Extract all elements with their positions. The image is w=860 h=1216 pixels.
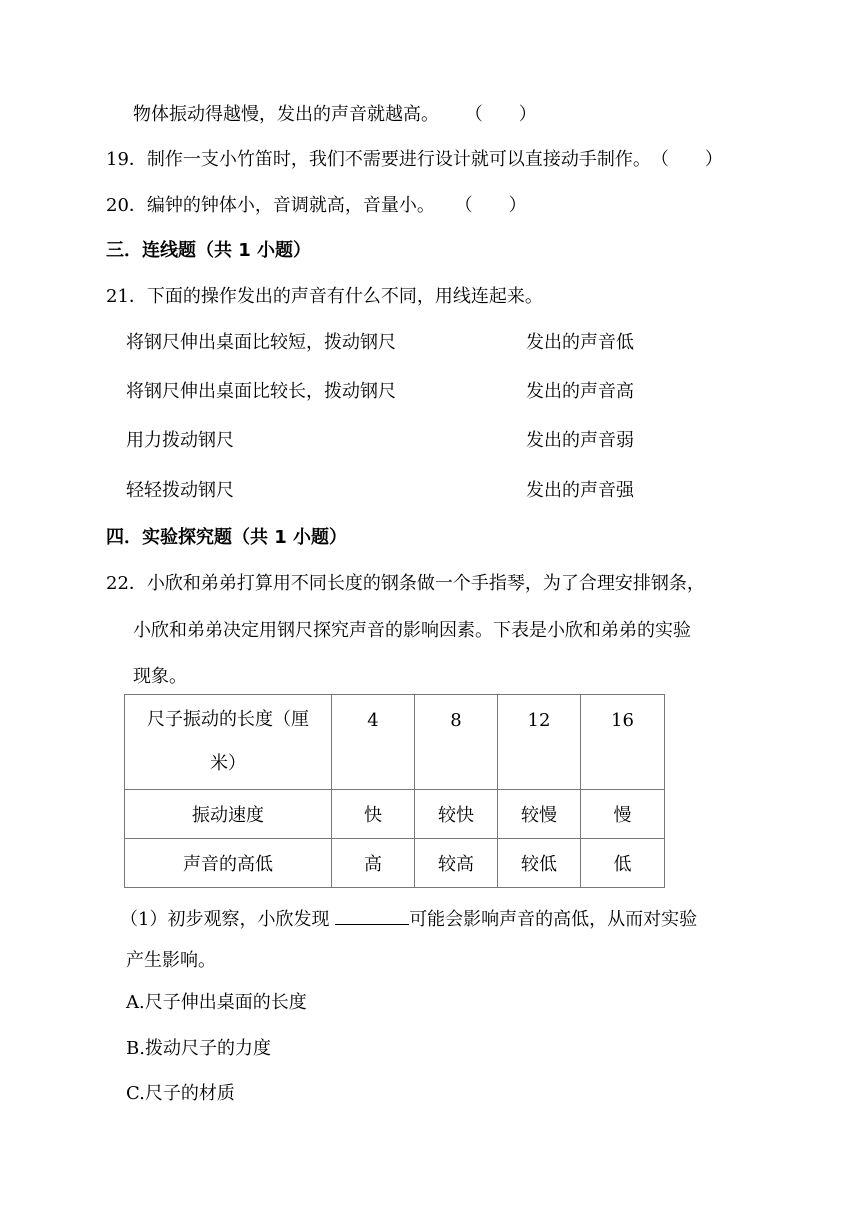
table-cell: 较低 [498,839,581,888]
q18-answer-paren[interactable]: （ ） [464,104,537,125]
q19-answer-paren[interactable]: （ ） [650,149,723,170]
option-a[interactable]: A.尺子伸出桌面的长度 [126,992,307,1013]
q18-statement [133,103,537,127]
table-cell: 快 [332,790,415,839]
match-right-3[interactable]: 发出的声音弱 [526,430,634,451]
section-3-title: 三．连线题（共 1 小题） [106,240,312,261]
length-4: 4 [367,710,379,731]
sub-question-1-line-2: 产生影响。 [126,950,216,971]
table-cell [415,695,498,790]
sub-question-1 [120,906,697,932]
table-cell [332,695,415,790]
match-left-2[interactable]: 将钢尺伸出桌面比较长，拨动钢尺 [126,381,396,402]
match-right-1[interactable]: 发出的声音低 [526,332,634,353]
q22-line-3: 现象。 [133,666,187,687]
q20-text: 20．编钟的钟体小，音调就高，音量小。 [106,195,435,216]
length-12: 12 [527,710,551,731]
table-cell: 低 [581,839,665,888]
q22-line-1: 22．小欣和弟弟打算用不同长度的钢条做一个手指琴，为了合理安排钢条， [106,573,705,594]
header-label-line-1: 尺子振动的长度（厘 [147,709,309,730]
q22-line-2: 小欣和弟弟决定用钢尺探究声音的影响因素。下表是小欣和弟弟的实验 [133,620,691,641]
table-cell: 高 [332,839,415,888]
q21-prompt: 21．下面的操作发出的声音有什么不同，用线连起来。 [106,286,543,307]
table-cell: 较高 [415,839,498,888]
table-cell: 较快 [415,790,498,839]
q19-statement [106,148,723,172]
sub1-text-part1: （1）初步观察，小欣发现 [120,909,336,930]
table-cell [581,695,665,790]
q18-text: 物体振动得越慢，发出的声音就越高。 [133,104,439,125]
option-b[interactable]: B.拨动尺子的力度 [126,1038,271,1059]
table-cell: 慢 [581,790,665,839]
answer-blank[interactable] [335,906,409,925]
option-c[interactable]: C.尺子的材质 [126,1083,235,1104]
match-left-4[interactable]: 轻轻拨动钢尺 [126,480,234,501]
header-label-line-2: 米） [210,753,246,774]
match-right-4[interactable]: 发出的声音强 [526,480,634,501]
q20-statement [106,194,527,218]
q19-text: 19．制作一支小竹笛时，我们不需要进行设计就可以直接动手制作。 [106,149,651,170]
match-left-3[interactable]: 用力拨动钢尺 [126,430,234,451]
sub1-text-part2: 可能会影响声音的高低，从而对实验 [409,909,698,930]
table-row [125,790,665,839]
table-cell: 较慢 [498,790,581,839]
match-right-2[interactable]: 发出的声音高 [526,381,634,402]
row-label-pitch: 声音的高低 [125,839,332,888]
experiment-table [124,694,665,888]
match-left-1[interactable]: 将钢尺伸出桌面比较短，拨动钢尺 [126,332,396,353]
length-8: 8 [450,710,462,731]
table-header-label [125,695,332,790]
q20-answer-paren[interactable]: （ ） [454,195,527,216]
row-label-speed: 振动速度 [125,790,332,839]
length-16: 16 [611,710,634,731]
table-cell [498,695,581,790]
table-row [125,695,665,790]
table-row [125,839,665,888]
section-4-title: 四．实验探究题（共 1 小题） [106,527,348,548]
